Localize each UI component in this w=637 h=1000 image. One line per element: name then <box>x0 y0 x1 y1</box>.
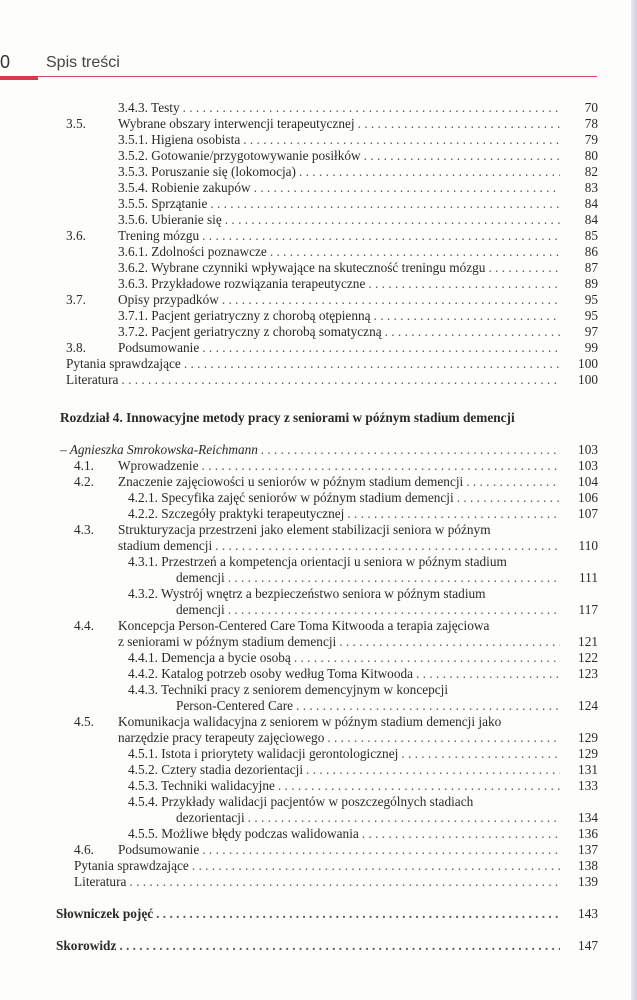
toc-entry-page: 121 <box>578 634 598 649</box>
toc-entry[interactable] <box>0 260 637 276</box>
toc-entry-page: 111 <box>579 570 598 585</box>
toc-entry[interactable] <box>0 666 637 682</box>
toc-entry[interactable] <box>0 292 637 308</box>
dot-leader <box>207 196 560 212</box>
toc-entry-page: 83 <box>584 180 598 195</box>
page-number: 0 <box>0 52 11 72</box>
toc-entry-title: 3.7.1. Pacjent geriatryczny z chorobą otępienną <box>118 308 371 323</box>
toc-entry <box>0 682 637 698</box>
toc-entry-title: stadium demencji <box>118 538 213 553</box>
toc-entry-page: 85 <box>584 228 598 243</box>
toc-entry-title: 4.5.3. Techniki walidacyjne <box>128 778 275 793</box>
toc-entry-title: 4.4.3. Techniki pracy z seniorem demencyjnym w koncepcji <box>128 682 449 697</box>
toc-entry[interactable] <box>0 506 637 522</box>
toc-entry-title: 4.5.2. Cztery stadia dezorientacji <box>128 762 304 777</box>
toc-entry-page: 139 <box>578 874 598 889</box>
toc-entry <box>0 618 637 634</box>
dot-leader <box>485 260 560 276</box>
toc-entry-page: 97 <box>584 324 598 339</box>
toc-entry-title: Opisy przypadków <box>118 292 219 307</box>
toc-entry-page: 84 <box>584 212 598 227</box>
toc-entry-page: 104 <box>578 474 598 489</box>
toc-entry-page: 86 <box>584 244 598 259</box>
toc-entry[interactable] <box>0 244 637 260</box>
toc-entry-number: 3.5. <box>66 116 86 131</box>
toc-entry-title: 4.4.2. Katalog potrzeb osoby według Toma Kitwooda <box>128 666 414 681</box>
toc-entry-title: Koncepcja Person-Centered Care Toma Kitwooda a terapia zajęciowa <box>118 618 490 633</box>
toc-entry-title: Rozdział 4. Innowacyjne metody pracy z seniorami w późnym stadium demencji <box>60 410 515 425</box>
toc-entry-number: 3.6. <box>66 228 86 243</box>
dot-leader <box>344 506 560 522</box>
toc-entry-page: 82 <box>584 164 598 179</box>
toc-entry-title: – Agnieszka Smrokowska-Reichmann <box>60 442 258 457</box>
toc-entry[interactable] <box>0 634 637 650</box>
toc-entry-title: Pytania sprawdzające <box>66 356 181 371</box>
toc-entry-title: Skorowidz <box>56 938 117 953</box>
header-accent-tab <box>0 76 38 80</box>
dot-leader <box>267 244 560 260</box>
toc-entry-page: 70 <box>584 100 598 115</box>
dot-leader <box>245 810 560 826</box>
dot-leader <box>222 212 560 228</box>
toc-entry[interactable] <box>0 132 637 148</box>
toc-entry[interactable] <box>0 730 637 746</box>
toc-entry-title: dezorientacji <box>176 810 245 825</box>
dot-leader <box>225 570 560 586</box>
toc-entry-number: 4.2. <box>74 474 94 489</box>
toc-entry-page: 133 <box>578 778 598 793</box>
toc-entry-number: 4.3. <box>74 522 94 537</box>
toc-entry-page: 107 <box>578 506 598 521</box>
toc-entry <box>0 794 637 810</box>
dot-leader <box>251 180 560 196</box>
toc-entry[interactable] <box>0 116 637 132</box>
dot-leader <box>454 490 560 506</box>
toc-entry-title: 3.5.2. Gotowanie/przygotowywanie posiłków <box>118 148 361 163</box>
toc-entry-page: 122 <box>578 650 598 665</box>
toc-entry-page: 89 <box>584 276 598 291</box>
toc-entry[interactable] <box>0 474 637 490</box>
toc-entry-title: demencji <box>176 570 225 585</box>
toc-entry-page: 80 <box>584 148 598 163</box>
toc-entry-page: 124 <box>578 698 598 713</box>
toc-entry[interactable] <box>0 442 637 458</box>
dot-leader <box>212 538 560 554</box>
toc-entry-title: Pytania sprawdzające <box>74 858 189 873</box>
toc-entry <box>0 714 637 730</box>
toc-entry-title: Podsumowanie <box>118 842 200 857</box>
toc-entry-title: Strukturyzacja przestrzeni jako element stabilizacji seniora w późnym <box>118 522 491 537</box>
dot-leader <box>118 372 560 388</box>
toc-entry-title: narzędzie pracy terapeuty zajęciowego <box>118 730 325 745</box>
dot-leader <box>199 842 560 858</box>
toc-entry-title: Komunikacja walidacyjna z seniorem w późnym stadium demencji jako <box>118 714 502 729</box>
toc-entry-page: 137 <box>578 842 598 857</box>
toc-entry[interactable] <box>0 356 637 372</box>
toc-entry-number: 4.1. <box>74 458 94 473</box>
toc-entry-page: 110 <box>578 538 598 553</box>
toc-entry[interactable] <box>0 698 637 714</box>
toc-entry-number: 4.5. <box>74 714 94 729</box>
toc-entry-title: 4.2.1. Specyfika zajęć seniorów w późnym stadium demencji <box>128 490 454 505</box>
toc-entry-title: 3.6.1. Zdolności poznawcze <box>118 244 267 259</box>
toc-entry-title: Wybrane obszary interwencji terapeutycznej <box>118 116 355 131</box>
toc-entry-title: z seniorami w późnym stadium demencji <box>118 634 337 649</box>
toc-entry-title: 4.5.4. Przykłady walidacji pacjentów w poszczególnych stadiach <box>128 794 474 809</box>
toc-entry <box>0 554 637 570</box>
dot-leader <box>275 778 560 794</box>
toc-entry-page: 138 <box>578 858 598 873</box>
header-rule <box>0 76 597 77</box>
toc-entry-title: Literatura <box>66 372 119 387</box>
toc-entry-page: 129 <box>578 746 598 761</box>
toc-entry-title: 3.5.3. Poruszanie się (lokomocja) <box>118 164 296 179</box>
running-header <box>0 52 637 82</box>
toc-entry[interactable] <box>0 180 637 196</box>
toc-entry-page: 87 <box>584 260 598 275</box>
running-header-title: Spis treści <box>46 54 120 71</box>
toc-entry <box>0 586 637 602</box>
dot-leader <box>258 442 560 458</box>
dot-leader <box>189 858 560 874</box>
dot-leader <box>198 458 560 474</box>
dot-leader <box>240 132 560 148</box>
toc-entry-title: 3.6.3. Przykładowe rozwiązania terapeutyczne <box>118 276 366 291</box>
toc-entry-title: 4.2.2. Szczegóły praktyki terapeutycznej <box>128 506 345 521</box>
toc-entry-title: demencji <box>176 602 225 617</box>
toc-entry[interactable] <box>0 164 637 180</box>
toc-entry-page: 117 <box>578 602 598 617</box>
toc-entry <box>0 410 637 426</box>
toc-entry-number: 3.8. <box>66 340 86 355</box>
toc-entry[interactable] <box>0 228 637 244</box>
toc-entry[interactable] <box>0 826 637 842</box>
toc-entry-title: Wprowadzenie <box>118 458 199 473</box>
toc-entry[interactable] <box>0 874 637 890</box>
toc-entry-page: 129 <box>578 730 598 745</box>
dot-leader <box>126 874 560 890</box>
toc-entry-title: Literatura <box>74 874 127 889</box>
toc-entry-title: 4.4.1. Demencja a bycie osobą <box>128 650 291 665</box>
dot-leader <box>225 602 560 618</box>
toc-entry-number: 4.6. <box>74 842 94 857</box>
toc-entry-title: Słowniczek pojęć <box>56 906 154 921</box>
toc-entry[interactable] <box>0 938 637 954</box>
dot-leader <box>180 100 560 116</box>
toc-entry-page: 103 <box>578 442 598 457</box>
toc-entry-title: 4.3.1. Przestrzeń a kompetencja orientacji u seniora w późnym stadium <box>128 554 507 569</box>
toc-entry[interactable] <box>0 458 637 474</box>
toc-entry-page: 95 <box>584 292 598 307</box>
toc-entry-title: 4.5.5. Możliwe błędy podczas walidowania <box>128 826 359 841</box>
dot-leader <box>199 228 560 244</box>
toc-entry[interactable] <box>0 602 637 618</box>
dot-leader <box>355 116 560 132</box>
toc-entry[interactable] <box>0 276 637 292</box>
dot-leader <box>359 826 560 842</box>
dot-leader <box>361 148 560 164</box>
dot-leader <box>336 634 560 650</box>
toc-entry-page: 123 <box>578 666 598 681</box>
toc-entry-title: 3.5.4. Robienie zakupów <box>118 180 251 195</box>
toc-entry-title: 3.5.1. Higiena osobista <box>118 132 241 147</box>
toc-entry-page: 147 <box>578 938 598 953</box>
toc-entry-title: 3.7.2. Pacjent geriatryczny z chorobą somatyczną <box>118 324 382 339</box>
dot-leader <box>324 730 560 746</box>
toc-entry <box>0 522 637 538</box>
toc-entry-title: Podsumowanie <box>118 340 200 355</box>
toc-entry-title: 3.4.3. Testy <box>118 100 180 115</box>
dot-leader <box>296 164 560 180</box>
dot-leader <box>303 762 560 778</box>
toc-entry-page: 100 <box>578 356 598 371</box>
dot-leader <box>398 746 560 762</box>
dot-leader <box>365 276 560 292</box>
toc-entry[interactable] <box>0 762 637 778</box>
toc-entry-page: 100 <box>578 372 598 387</box>
dot-leader <box>463 474 560 490</box>
toc-entry-number: 4.4. <box>74 618 94 633</box>
toc-entry-page: 78 <box>584 116 598 131</box>
toc-entry-page: 136 <box>578 826 598 841</box>
toc-entry[interactable] <box>0 490 637 506</box>
toc-entry[interactable] <box>0 538 637 554</box>
dot-leader <box>291 650 560 666</box>
dot-leader <box>371 308 560 324</box>
toc-entry[interactable] <box>0 340 637 356</box>
toc-entry-title: Person-Centered Care <box>176 698 294 713</box>
toc-entry-title: 3.5.6. Ubieranie się <box>118 212 222 227</box>
toc-entry-page: 131 <box>578 762 598 777</box>
dot-leader <box>219 292 560 308</box>
toc-entry-page: 134 <box>578 810 598 825</box>
toc-entry-page: 99 <box>584 340 598 355</box>
toc-entry-title: 3.5.5. Sprzątanie <box>118 196 208 211</box>
toc-entry[interactable] <box>0 650 637 666</box>
toc-entry-page: 79 <box>584 132 598 147</box>
toc-entry-title: 4.3.2. Wystrój wnętrz a bezpieczeństwo seniora w późnym stadium <box>128 586 486 601</box>
toc-entry[interactable] <box>0 746 637 762</box>
toc-entry-page: 106 <box>578 490 598 505</box>
toc-entry-title: Trening mózgu <box>118 228 200 243</box>
toc-entry[interactable] <box>0 842 637 858</box>
toc-entry[interactable] <box>0 100 637 116</box>
dot-leader <box>199 340 560 356</box>
dot-leader <box>116 938 560 954</box>
toc-entry-title: 4.5.1. Istota i priorytety walidacji gerontologicznej <box>128 746 399 761</box>
toc-entry[interactable] <box>0 906 637 922</box>
dot-leader <box>153 906 560 922</box>
dot-leader <box>382 324 560 340</box>
dot-leader <box>293 698 560 714</box>
toc-entry[interactable] <box>0 308 637 324</box>
toc-entry-page: 95 <box>584 308 598 323</box>
toc-entry[interactable] <box>0 858 637 874</box>
toc-entry-page: 84 <box>584 196 598 211</box>
toc-entry[interactable] <box>0 778 637 794</box>
toc-entry-title: Znaczenie zajęciowości u seniorów w późnym stadium demencji <box>118 474 464 489</box>
toc-entry[interactable] <box>0 570 637 586</box>
toc-entry[interactable] <box>0 148 637 164</box>
toc-entry-page: 143 <box>578 906 598 921</box>
toc-entry-number: 3.7. <box>66 292 86 307</box>
toc-entry[interactable] <box>0 324 637 340</box>
toc-entry[interactable] <box>0 212 637 228</box>
dot-leader <box>413 666 560 682</box>
toc-entry-title: 3.6.2. Wybrane czynniki wpływające na skuteczność treningu mózgu <box>118 260 486 275</box>
toc-entry[interactable] <box>0 810 637 826</box>
dot-leader <box>181 356 560 372</box>
toc-entry[interactable] <box>0 196 637 212</box>
toc-entry[interactable] <box>0 372 637 388</box>
toc-entry-page: 103 <box>578 458 598 473</box>
